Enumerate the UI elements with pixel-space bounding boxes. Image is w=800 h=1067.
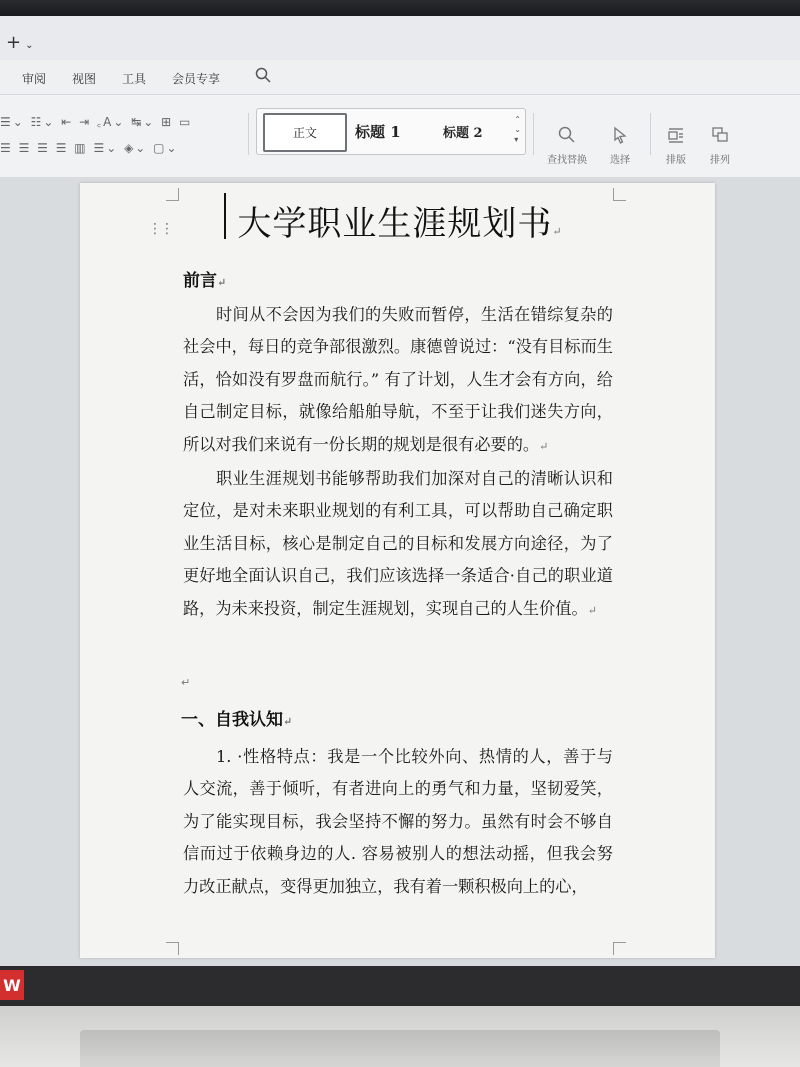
menu-bar: [0, 60, 800, 95]
chevron-down-icon[interactable]: ⌄: [25, 40, 34, 51]
select-button[interactable]: [600, 125, 640, 166]
taskbar: [0, 966, 800, 1006]
menu-tools[interactable]: 工具: [122, 72, 147, 86]
find-replace-icon: [557, 125, 577, 145]
style-heading-2[interactable]: 标题 2: [443, 126, 483, 141]
search-icon[interactable]: [254, 66, 272, 84]
gallery-scroll-icon[interactable]: ⌃ ⌄ ▾: [514, 115, 521, 144]
crop-mark: [613, 942, 626, 955]
drag-handle-icon[interactable]: ⋮⋮: [148, 221, 172, 237]
select-label: 选择: [610, 155, 630, 166]
menu-review[interactable]: 审阅: [22, 72, 47, 86]
crop-mark: [166, 942, 179, 955]
self-awareness-paragraph[interactable]: 1. ·性格特点：我是一个比较外向、热情的人，善于与人交流，善于倾听，有者进向上的勇气和力量，坚韧爱笑，为了能实现目标，我会坚持不懈的努力。虽然有时会不够自信而过于依赖身边的人. 容易被别人的想法动摇，但我会努力改正献点，变得更加独立，我有着一颗积极向上的心，: [183, 747, 613, 896]
sort-button[interactable]: [700, 125, 740, 166]
preface-paragraph-2[interactable]: 职业生涯规划书能够帮助我们加深对自己的清晰认识和定位，是对未来职业规划的有利工具，可以帮助自己确定职业生活目标，核心是制定自己的目标和发展方向途径，为了更好地全面认识自己，我们应该选择一条适合·自己的职业道路，为未来投资，制定生涯规划，实现自己的人生价值。↵: [183, 469, 613, 618]
sort-icon: [710, 125, 730, 145]
separator: [248, 113, 249, 155]
style-gallery[interactable]: [256, 108, 526, 155]
separator: [650, 113, 651, 155]
plus-icon[interactable]: +: [6, 32, 22, 53]
separator: [533, 113, 534, 155]
paragraph-tools-row1[interactable]: ☰⌄ ☷⌄ ⇤ ⇥ ꜀A⌄ ↹⌄ ⊞ ▭: [0, 115, 193, 129]
tab-strip: [0, 16, 800, 61]
arrange-label: 排版: [666, 155, 686, 166]
menu-member[interactable]: 会员专享: [172, 72, 221, 86]
style-normal[interactable]: 正文: [263, 113, 347, 152]
find-replace-button[interactable]: [542, 125, 592, 166]
paragraph-tools-row2[interactable]: ☰ ☰ ☰ ☰ ▥ ☰⌄ ◈⌄ ▢⌄: [0, 141, 179, 155]
empty-paragraph-mark: ↵: [181, 676, 191, 689]
ribbon-toolbar: [0, 95, 800, 178]
select-cursor-icon: [610, 125, 630, 145]
sort-label: 排列: [710, 155, 730, 166]
monitor-bezel: [0, 0, 800, 16]
preface-paragraph-1[interactable]: 时间从不会因为我们的失败而暂停，生活在错综复杂的社会中，每日的竞争部很激烈。康德曾说过：“没有目标而生活，恰如没有罗盘而航行。” 有了计划，人生才会有方向，给自己制定目标，就像给船舶导航，不至于让我们迷失方向，所以对我们来说有一份长期的规划是很有必要的。↵: [183, 305, 613, 454]
monitor-stand: [80, 1030, 720, 1067]
new-tab-button[interactable]: [6, 32, 33, 53]
arrange-button[interactable]: [656, 125, 696, 166]
menu-view[interactable]: 视图: [72, 72, 97, 86]
section-heading-self-awareness[interactable]: 一、自我认知↵: [181, 710, 293, 730]
find-replace-label: 查找替换: [547, 155, 587, 166]
preface-heading[interactable]: 前言↵: [183, 271, 227, 291]
wps-app-icon[interactable]: W: [0, 970, 24, 1000]
arrange-icon: [666, 125, 686, 145]
style-heading-1[interactable]: 标题 1: [355, 123, 401, 141]
document-title[interactable]: 大学职业生涯规划书↵: [237, 204, 563, 244]
